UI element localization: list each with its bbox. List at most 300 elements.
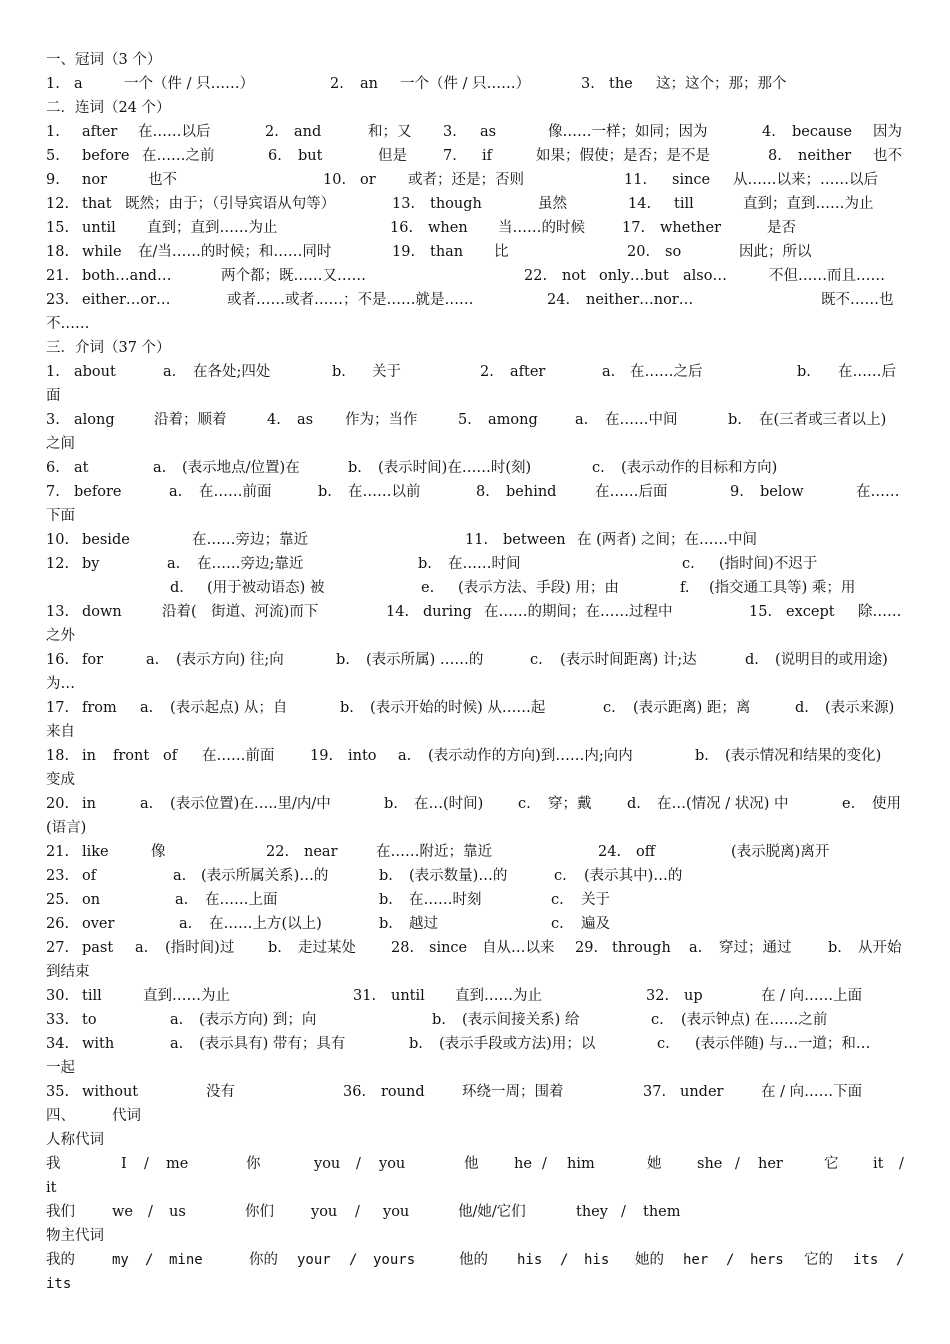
text-segment: (表示动作的方向)到……内;向内 [428, 748, 633, 764]
text-segment: 它 [824, 1156, 839, 1172]
text-segment: she [697, 1156, 723, 1172]
text-segment: along [74, 412, 115, 428]
text-segment: as [480, 124, 497, 140]
text-segment: you [379, 1156, 406, 1172]
text-segment: about [74, 364, 116, 380]
text-segment: 7. [443, 148, 457, 164]
text-line [46, 384, 906, 408]
text-segment: 在……上方(以上) [209, 916, 322, 932]
text-line [46, 552, 906, 576]
text-segment: by [82, 556, 100, 572]
text-segment: because [792, 124, 852, 140]
text-segment: a. [140, 700, 154, 716]
text-line [46, 1200, 906, 1224]
text-segment: 4. [762, 124, 776, 140]
text-line [46, 48, 906, 72]
text-segment: an [360, 76, 378, 92]
text-segment: 6. [46, 460, 60, 476]
text-segment: 15. [749, 604, 773, 620]
text-segment: also… [683, 268, 727, 284]
text-line [46, 936, 906, 960]
text-segment: the [609, 76, 633, 92]
text-segment: a. [170, 1036, 184, 1052]
text-segment: from [82, 700, 117, 716]
text-segment: b. [695, 748, 709, 764]
text-segment: 在…… [856, 484, 900, 500]
text-segment: 20. [46, 796, 70, 812]
text-line [46, 120, 906, 144]
text-segment: e. [842, 796, 856, 812]
text-segment: 14. [628, 196, 652, 212]
text-segment: 一个（件 / 只……） [400, 76, 531, 92]
text-segment: over [82, 916, 115, 932]
text-segment: 32. [646, 988, 670, 1004]
text-segment: 我们 [46, 1204, 75, 1220]
text-segment: to [82, 1012, 97, 1028]
text-segment: a. [179, 916, 193, 932]
text-segment: 物主代词 [46, 1228, 104, 1244]
text-segment: b. [336, 652, 350, 668]
text-segment: he [514, 1156, 532, 1172]
text-segment: 23. [46, 292, 70, 308]
text-segment: at [74, 460, 89, 476]
text-segment: 虽然 [538, 196, 567, 212]
text-segment: d. [795, 700, 809, 716]
text-segment: 在(三者或三者以上) [759, 412, 887, 428]
text-segment: (表示时间)在……时(刻) [378, 460, 532, 476]
text-line [46, 480, 906, 504]
text-segment: 5. [46, 148, 60, 164]
text-segment: 在……的期间；在……过程中 [484, 604, 673, 620]
text-segment: (指时间)过 [165, 940, 235, 956]
text-line [46, 96, 906, 120]
text-segment: near [304, 844, 338, 860]
text-segment: her [683, 1252, 709, 1268]
text-segment: off [636, 844, 656, 860]
text-segment: 四、 [46, 1108, 75, 1124]
text-segment: 10. [46, 532, 70, 548]
text-segment: b. [348, 460, 362, 476]
text-segment: 2. [265, 124, 279, 140]
text-segment: (表示方法、手段) 用；由 [458, 580, 619, 596]
text-segment: 一、冠词（3 个） [46, 52, 162, 68]
text-segment: 在……时间 [448, 556, 521, 572]
text-segment: 如果；假使；是否；是不是 [536, 148, 710, 164]
text-line [46, 1176, 906, 1200]
text-segment: below [760, 484, 804, 500]
text-segment: neither [798, 148, 852, 164]
text-segment: 穿过；通过 [719, 940, 792, 956]
text-segment: 从开始 [858, 940, 902, 956]
text-segment: 代词 [112, 1108, 141, 1124]
text-line [46, 600, 906, 624]
text-segment: if [482, 148, 493, 164]
text-segment: mine [169, 1252, 203, 1268]
text-segment: 在各处;四处 [193, 364, 271, 380]
text-line [46, 336, 906, 360]
text-segment: 19. [392, 244, 416, 260]
text-segment: 之外 [46, 628, 75, 644]
text-segment: 我 [46, 1156, 61, 1172]
text-line [46, 960, 906, 984]
text-segment: 没有 [206, 1084, 235, 1100]
text-segment: 22. [266, 844, 290, 860]
text-segment: of [163, 748, 178, 764]
text-segment: b. [379, 916, 393, 932]
text-line [46, 792, 906, 816]
text-line [46, 648, 906, 672]
text-segment: (表示地点/位置)在 [182, 460, 300, 476]
text-segment: e. [421, 580, 435, 596]
text-segment: c. [592, 460, 605, 476]
text-segment: 使用 [872, 796, 901, 812]
text-segment: 因为 [873, 124, 902, 140]
text-line [46, 576, 906, 600]
text-segment: 沿着( 街道、河流)而下 [162, 604, 319, 620]
text-segment: that [82, 196, 112, 212]
text-segment: 9. [730, 484, 744, 500]
text-segment: 关于 [581, 892, 610, 908]
text-line [46, 816, 906, 840]
text-segment: 来自 [46, 724, 75, 740]
text-line [46, 672, 906, 696]
text-segment: 或者……或者……；不是……就是…… [227, 292, 474, 308]
text-segment: b. [432, 1012, 446, 1028]
text-segment: 在……前面 [199, 484, 272, 500]
text-segment: 这；这个；那；那个 [656, 76, 787, 92]
text-segment: in [82, 748, 96, 764]
text-segment: c. [554, 868, 567, 884]
text-segment: 作为；当作 [345, 412, 418, 428]
text-segment: 穿；戴 [548, 796, 592, 812]
text-line [46, 864, 906, 888]
text-segment: (表示开始的时候) 从……起 [370, 700, 546, 716]
text-segment: a. [146, 652, 160, 668]
text-segment: 6. [268, 148, 282, 164]
text-line [46, 456, 906, 480]
text-segment: (表示其中)…的 [584, 868, 683, 884]
text-segment: 它的 [804, 1252, 833, 1268]
text-segment: 像……一样；如同；因为 [548, 124, 708, 140]
text-segment: you [383, 1204, 410, 1220]
text-segment: (表示方向) 往;向 [176, 652, 284, 668]
text-segment: 24. [547, 292, 571, 308]
text-segment: 在 (两者) 之间；在……中间 [577, 532, 758, 548]
text-segment: 直到……为止 [143, 988, 230, 1004]
text-segment: they [576, 1204, 608, 1220]
text-segment: a. [167, 556, 181, 572]
text-segment: 18. [46, 244, 70, 260]
text-segment: b. [268, 940, 282, 956]
text-line [46, 240, 906, 264]
text-segment: behind [506, 484, 557, 500]
text-segment: a. [135, 940, 149, 956]
text-segment: 15. [46, 220, 70, 236]
text-segment: 一起 [46, 1060, 75, 1076]
text-segment: 在……前面 [202, 748, 275, 764]
text-segment: 在 / 向……下面 [761, 1084, 863, 1100]
text-segment: 21. [46, 844, 70, 860]
text-segment: before [74, 484, 122, 500]
text-line [46, 1152, 906, 1176]
text-segment: and [294, 124, 322, 140]
text-segment: 11. [465, 532, 489, 548]
text-segment: 从……以来；……以后 [733, 172, 878, 188]
text-segment: 在/当……的时候；和……同时 [138, 244, 332, 260]
text-segment: 一个（件 / 只……） [124, 76, 255, 92]
text-segment: 在……后面 [595, 484, 668, 500]
text-segment: under [680, 1084, 724, 1100]
text-segment: without [82, 1084, 139, 1100]
text-segment: c. [551, 916, 564, 932]
text-segment: past [82, 940, 114, 956]
text-segment: 在……以后 [138, 124, 211, 140]
text-segment: 直到；直到……为止 [147, 220, 278, 236]
text-segment: 24. [598, 844, 622, 860]
text-segment: 变成 [46, 772, 75, 788]
text-segment: 和；又 [368, 124, 412, 140]
text-segment: 在……中间 [605, 412, 678, 428]
text-segment: 26. [46, 916, 70, 932]
document-body [46, 48, 906, 1296]
text-segment: up [684, 988, 703, 1004]
text-line [46, 168, 906, 192]
text-line [46, 1056, 906, 1080]
text-line [46, 840, 906, 864]
text-line [46, 744, 906, 768]
text-segment: us [169, 1204, 186, 1220]
text-segment: 13. [392, 196, 416, 212]
text-segment: than [430, 244, 464, 260]
text-segment: except [786, 604, 835, 620]
text-segment: / [355, 1204, 360, 1220]
text-segment: c. [518, 796, 531, 812]
text-segment: 既不……也 [821, 292, 894, 308]
text-line [46, 1008, 906, 1032]
text-segment: 关于 [372, 364, 401, 380]
text-segment: in [82, 796, 96, 812]
text-segment: front [113, 748, 150, 764]
text-segment: so [665, 244, 682, 260]
text-segment: 28. [391, 940, 415, 956]
text-segment: 我的 [46, 1252, 75, 1268]
text-segment: 27. [46, 940, 70, 956]
text-segment: b. [418, 556, 432, 572]
text-segment: 不但……而且…… [769, 268, 885, 284]
text-line [46, 1248, 906, 1272]
text-line [46, 1272, 906, 1296]
text-segment: 在……时刻 [409, 892, 482, 908]
text-segment: (表示脱离)离开 [731, 844, 830, 860]
text-line [46, 72, 906, 96]
text-segment: (表示位置)在…..里/内/中 [170, 796, 331, 812]
text-segment: 25. [46, 892, 70, 908]
text-segment: but [298, 148, 323, 164]
text-segment: 除…… [858, 604, 902, 620]
text-segment: 他/她/它们 [458, 1204, 526, 1220]
text-segment: nor [82, 172, 107, 188]
text-segment: 在 / 向……上面 [761, 988, 863, 1004]
text-segment: (表示所属) ……的 [366, 652, 484, 668]
text-segment: a. [169, 484, 183, 500]
text-segment: (表示起点) 从；自 [170, 700, 288, 716]
text-segment: 你 [246, 1156, 261, 1172]
text-segment: 你的 [249, 1252, 278, 1268]
text-segment: 19. [310, 748, 334, 764]
text-segment: b. [384, 796, 398, 812]
text-segment: (用于被动语态) 被 [207, 580, 325, 596]
text-line [46, 216, 906, 240]
text-segment: 既然；由于；（引导宾语从句等） [125, 196, 336, 212]
text-segment: 下面 [46, 508, 75, 524]
text-segment: 31. [353, 988, 377, 1004]
text-segment: 3. [46, 412, 60, 428]
text-segment: 直到；直到……为止 [743, 196, 874, 212]
text-line [46, 360, 906, 384]
text-segment: 17. [46, 700, 70, 716]
text-segment: 越过 [409, 916, 438, 932]
text-line [46, 624, 906, 648]
text-segment: (说明目的或用途) [775, 652, 888, 668]
text-segment: b. [828, 940, 842, 956]
text-line [46, 264, 906, 288]
text-segment: beside [82, 532, 130, 548]
text-segment: a. [175, 892, 189, 908]
text-segment: b. [409, 1036, 423, 1052]
text-segment: 22. [524, 268, 548, 284]
text-segment: 34. [46, 1036, 70, 1052]
text-segment: him [567, 1156, 595, 1172]
text-segment: of [82, 868, 97, 884]
text-segment: (表示距离) 距；离 [633, 700, 751, 716]
text-segment: down [82, 604, 122, 620]
text-segment: 在…(情况 / 状况) 中 [657, 796, 789, 812]
text-segment: (表示手段或方法)用；以 [439, 1036, 596, 1052]
text-segment: 9. [46, 172, 60, 188]
text-segment: 在…(时间) [414, 796, 484, 812]
text-segment: my [112, 1252, 129, 1268]
text-segment: 在……后 [838, 364, 896, 380]
text-segment: until [82, 220, 116, 236]
text-segment: 二．连词（24 个） [46, 100, 171, 116]
text-segment: / [560, 1252, 569, 1268]
text-line [46, 984, 906, 1008]
text-segment: 16. [390, 220, 414, 236]
text-segment: on [82, 892, 101, 908]
text-line [46, 192, 906, 216]
text-segment: not [562, 268, 586, 284]
text-segment: 当……的时候 [498, 220, 585, 236]
text-segment: c. [682, 556, 695, 572]
text-segment: 13. [46, 604, 70, 620]
text-segment: 3. [581, 76, 595, 92]
text-segment: your [297, 1252, 331, 1268]
text-segment: c. [657, 1036, 670, 1052]
text-segment: 自从…以来 [482, 940, 555, 956]
text-segment: / [145, 1252, 154, 1268]
text-segment: 在……上面 [205, 892, 278, 908]
text-segment: 36. [343, 1084, 367, 1100]
text-segment: 8. [768, 148, 782, 164]
text-segment: hers [750, 1252, 784, 1268]
text-segment: 比 [494, 244, 509, 260]
text-segment: after [82, 124, 118, 140]
text-segment: 沿着；顺着 [154, 412, 227, 428]
text-segment: / [726, 1252, 735, 1268]
text-line [46, 288, 906, 312]
text-segment: 在……旁边；靠近 [192, 532, 308, 548]
text-segment: for [82, 652, 104, 668]
text-line [46, 888, 906, 912]
text-segment: them [643, 1204, 681, 1220]
text-segment: / [356, 1156, 361, 1172]
text-segment: until [391, 988, 425, 1004]
text-segment: 12. [46, 196, 70, 212]
text-segment: (表示间接关系) 给 [462, 1012, 580, 1028]
text-segment: either…or… [82, 292, 171, 308]
text-segment: (表示方向) 到；向 [199, 1012, 317, 1028]
text-segment: both…and… [82, 268, 172, 284]
text-segment: 也不 [148, 172, 177, 188]
text-segment: 20. [627, 244, 651, 260]
text-segment: his [517, 1252, 543, 1268]
text-segment: (语言) [46, 820, 87, 836]
text-segment: (表示动作的目标和方向) [621, 460, 778, 476]
text-segment: a [74, 76, 83, 92]
text-segment: 30. [46, 988, 70, 1004]
text-segment: 7. [46, 484, 60, 500]
text-segment: / [144, 1156, 149, 1172]
text-segment: (表示时间距离) 计;达 [560, 652, 697, 668]
text-segment: 14. [386, 604, 410, 620]
text-segment: neither…nor… [586, 292, 694, 308]
text-segment: (表示情况和结果的变化) [725, 748, 882, 764]
text-line [46, 1080, 906, 1104]
text-segment: b. [332, 364, 346, 380]
text-segment: between [503, 532, 566, 548]
text-segment: yours [373, 1252, 416, 1268]
text-line [46, 768, 906, 792]
text-segment: 你们 [245, 1204, 274, 1220]
text-segment: a. [575, 412, 589, 428]
text-segment: 也不 [873, 148, 902, 164]
text-segment: since [672, 172, 711, 188]
text-segment: 三．介词（37 个） [46, 340, 171, 356]
text-segment: 或者；还是；否则 [408, 172, 524, 188]
text-segment: a. [163, 364, 177, 380]
text-segment: you [314, 1156, 341, 1172]
text-line [46, 720, 906, 744]
text-segment: a. [689, 940, 703, 956]
text-segment: her [758, 1156, 783, 1172]
text-segment: 不…… [46, 316, 90, 332]
text-segment: while [82, 244, 122, 260]
text-line [46, 408, 906, 432]
text-segment: during [423, 604, 472, 620]
text-segment: (指交通工具等) 乘；用 [709, 580, 856, 596]
text-segment: round [381, 1084, 425, 1100]
text-segment: 2. [330, 76, 344, 92]
text-segment: 35. [46, 1084, 70, 1100]
text-segment: (表示数量)…的 [409, 868, 508, 884]
text-segment: we [112, 1204, 133, 1220]
text-segment: a. [398, 748, 412, 764]
text-segment: / [899, 1156, 904, 1172]
text-line [46, 528, 906, 552]
text-segment: 在……之前 [142, 148, 215, 164]
text-segment: f. [680, 580, 690, 596]
text-segment: 18. [46, 748, 70, 764]
